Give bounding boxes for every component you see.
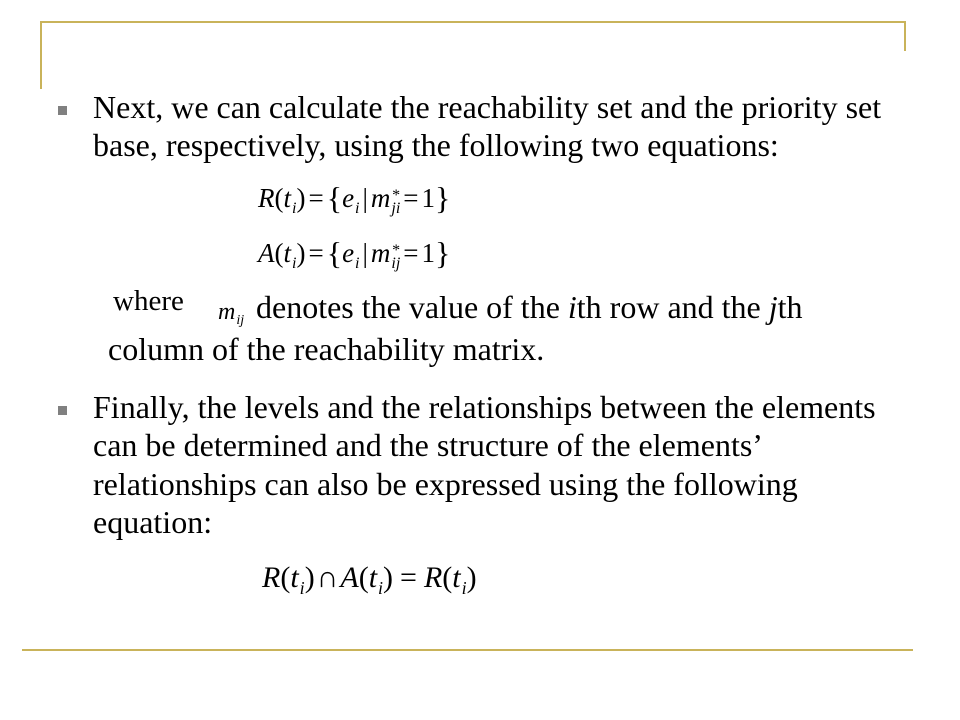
- equals-sign: =: [403, 183, 419, 213]
- element-variable: e: [342, 183, 355, 213]
- open-paren: (: [274, 183, 284, 213]
- row-index-letter: i: [567, 289, 577, 325]
- argument-subscript: i: [292, 200, 297, 217]
- bullet-paragraph-2: [93, 388, 876, 542]
- equals-sign: =: [308, 238, 324, 268]
- open-brace: {: [326, 180, 343, 216]
- argument-variable: t: [283, 183, 292, 213]
- paragraph-line: base, respectively, using the following two equations:: [93, 127, 779, 164]
- argument-variable: t: [368, 561, 378, 594]
- argument-subscript: i: [292, 255, 297, 272]
- close-brace: }: [435, 235, 451, 271]
- open-paren: (: [280, 561, 291, 594]
- equals-sign: =: [403, 238, 419, 268]
- matrix-entry-subscript: ij: [391, 255, 401, 272]
- function-symbol: R: [262, 561, 281, 594]
- function-symbol: R: [258, 183, 275, 213]
- close-paren: ): [383, 561, 394, 594]
- note-line-2: column of the reachability matrix.: [108, 331, 545, 367]
- such-that-bar: |: [362, 183, 368, 213]
- matrix-element-symbol: [218, 300, 244, 333]
- argument-subscript: i: [461, 578, 467, 598]
- close-brace: }: [435, 180, 451, 216]
- paragraph-line: equation:: [93, 504, 213, 541]
- close-paren: ): [304, 561, 315, 594]
- function-symbol: A: [258, 238, 275, 268]
- paragraph-line: can be determined and the structure of the elements’: [93, 427, 763, 464]
- matrix-entry-variable: m: [370, 238, 391, 268]
- open-brace: {: [326, 235, 343, 271]
- reachability-set-equation: [258, 180, 451, 222]
- matrix-entry-variable: m: [370, 183, 391, 213]
- paragraph-line: Finally, the levels and the relationships between the elements: [93, 389, 876, 425]
- value-number: 1: [421, 183, 436, 213]
- where-label: where: [113, 285, 184, 317]
- matrix-element-subscript: ij: [236, 313, 245, 328]
- equals-sign: =: [400, 561, 417, 594]
- open-paren: (: [358, 561, 369, 594]
- function-symbol: A: [340, 561, 359, 594]
- argument-variable: t: [452, 561, 461, 594]
- column-index-letter: j: [768, 289, 778, 325]
- matrix-element-base: m: [218, 299, 236, 325]
- argument-variable: t: [290, 561, 299, 594]
- element-variable: e: [342, 238, 355, 268]
- argument-variable: t: [283, 238, 292, 268]
- matrix-entry-superscript: *: [391, 242, 400, 259]
- bottom-rule: [22, 649, 913, 651]
- close-paren: ): [296, 238, 306, 268]
- equals-sign: =: [308, 183, 324, 213]
- bullet-square-icon: [58, 406, 67, 415]
- matrix-entry-indices: [391, 244, 400, 270]
- intersection-sign: ∩: [316, 561, 339, 594]
- paragraph-line: relationships can also be expressed using the following: [93, 465, 798, 502]
- matrix-entry-subscript: ji: [391, 200, 401, 217]
- value-number: 1: [421, 238, 436, 268]
- level-condition-equation: [262, 563, 477, 603]
- note-text: th: [777, 289, 803, 325]
- note-text: th row and the: [576, 289, 769, 325]
- matrix-entry-superscript: *: [391, 187, 400, 204]
- close-paren: ): [466, 561, 477, 594]
- function-symbol: R: [423, 561, 443, 594]
- element-subscript: i: [355, 255, 360, 272]
- note-text: denotes the value of the: [256, 289, 568, 325]
- matrix-entry-indices: [391, 189, 400, 215]
- close-paren: ): [296, 183, 306, 213]
- bullet-paragraph-1: [93, 88, 881, 165]
- open-paren: (: [274, 238, 284, 268]
- open-paren: (: [442, 561, 453, 594]
- argument-subscript: i: [299, 578, 305, 598]
- bullet-square-icon: [58, 106, 67, 115]
- left-rule: [40, 21, 42, 89]
- note-line-1: [256, 288, 803, 326]
- right-rule: [904, 21, 906, 51]
- argument-subscript: i: [378, 578, 384, 598]
- such-that-bar: |: [362, 238, 368, 268]
- paragraph-line: Next, we can calculate the reachability set and the priority set: [93, 89, 882, 125]
- top-rule: [40, 21, 906, 23]
- element-subscript: i: [355, 200, 360, 217]
- priority-set-equation: [258, 235, 451, 277]
